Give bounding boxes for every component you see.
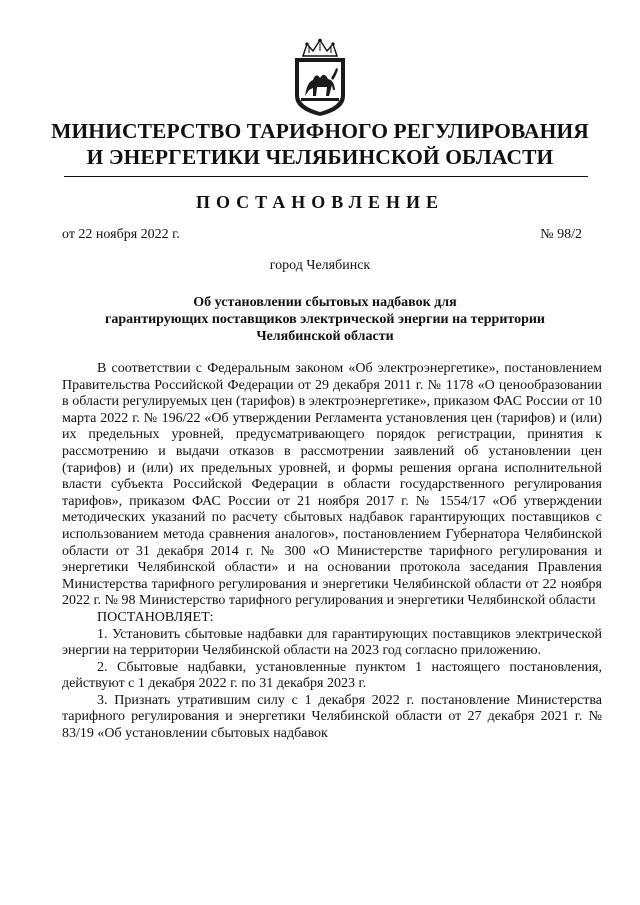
document-city: город Челябинск bbox=[269, 258, 371, 273]
document-body bbox=[62, 361, 602, 743]
document-type: ПОСТАНОВЛЕНИЕ bbox=[195, 192, 445, 212]
resolves-label: ПОСТАНОВЛЯЕТ: bbox=[97, 609, 214, 625]
coat-of-arms-icon bbox=[289, 38, 351, 118]
ministry-name bbox=[40, 118, 600, 170]
document-number: № 98/2 bbox=[540, 227, 582, 242]
document-title bbox=[90, 294, 560, 345]
item-2-paragraph: 2. Сбытовые надбавки, установленные пунктом 1 настоящего постановления, действуют с 1 декабря 2022 г. по 31 декабря 2023 г. bbox=[62, 659, 602, 692]
header-divider bbox=[64, 176, 588, 177]
document-title-line-2: гарантирующих поставщиков электрической энергии на территории bbox=[105, 312, 545, 327]
document-title-line-3: Челябинской области bbox=[256, 329, 394, 344]
ministry-name-line-1: МИНИСТЕРСТВО ТАРИФНОГО РЕГУЛИРОВАНИЯ bbox=[51, 119, 589, 143]
item-1-paragraph: 1. Установить сбытовые надбавки для гарантирующих поставщиков электрической энергии на территории Челябинской области на 2023 год согласно приложению. bbox=[62, 626, 602, 659]
document-date: от 22 ноября 2022 г. bbox=[62, 227, 180, 242]
item-3-paragraph: 3. Признать утратившим силу с 1 декабря 2022 г. постановление Министерства тарифного регулирования и энергетики Челябинской области от 27 декабря 2021 г. № 83/19 «Об установлении сбытовых надбавок bbox=[62, 692, 602, 742]
document-title-line-1: Об установлении сбытовых надбавок для bbox=[193, 295, 457, 310]
preamble-paragraph: В соответствии с Федеральным законом «Об электроэнергетике», постановлением Правительства Российской Федерации от 29 декабря 2011 г. № 1178 «О ценообразовании в области регулируемых цен (тарифов) в электроэнергетике», приказом ФАС России от 10 марта 2022 г. № 196/22 «Об утверждении Регламента установления цен (тарифов) и (или) их предельных уровней, предусматривающего порядок регистрации, принятия к рассмотрению и выдачи отказов в рассмотрении заявлений об установлении цен (тарифов) и (или) их предельных уровней, и формы решения органа исполнительной власти субъекта Российской Федерации в области государственного регулирования тарифов», приказом ФАС России от 21 ноября 2017 г. № 1554/17 «Об утверждении методических указаний по расчету сбытовых надбавок гарантирующих поставщиков с использованием метода сравнения аналогов», постановлением Губернатора Челябинской области от 31 декабря 2014 г. № 300 «О Министерстве тарифного регулирования и энергетики Челябинской области» и на основании протокола заседания Правления Министерства тарифного регулирования и энергетики Челябинской области от 22 ноября 2022 г. № 98 Министерство тарифного регулирования и энергетики Челябинской области bbox=[62, 361, 602, 609]
ministry-name-line-2: И ЭНЕРГЕТИКИ ЧЕЛЯБИНСКОЙ ОБЛАСТИ bbox=[86, 145, 554, 169]
